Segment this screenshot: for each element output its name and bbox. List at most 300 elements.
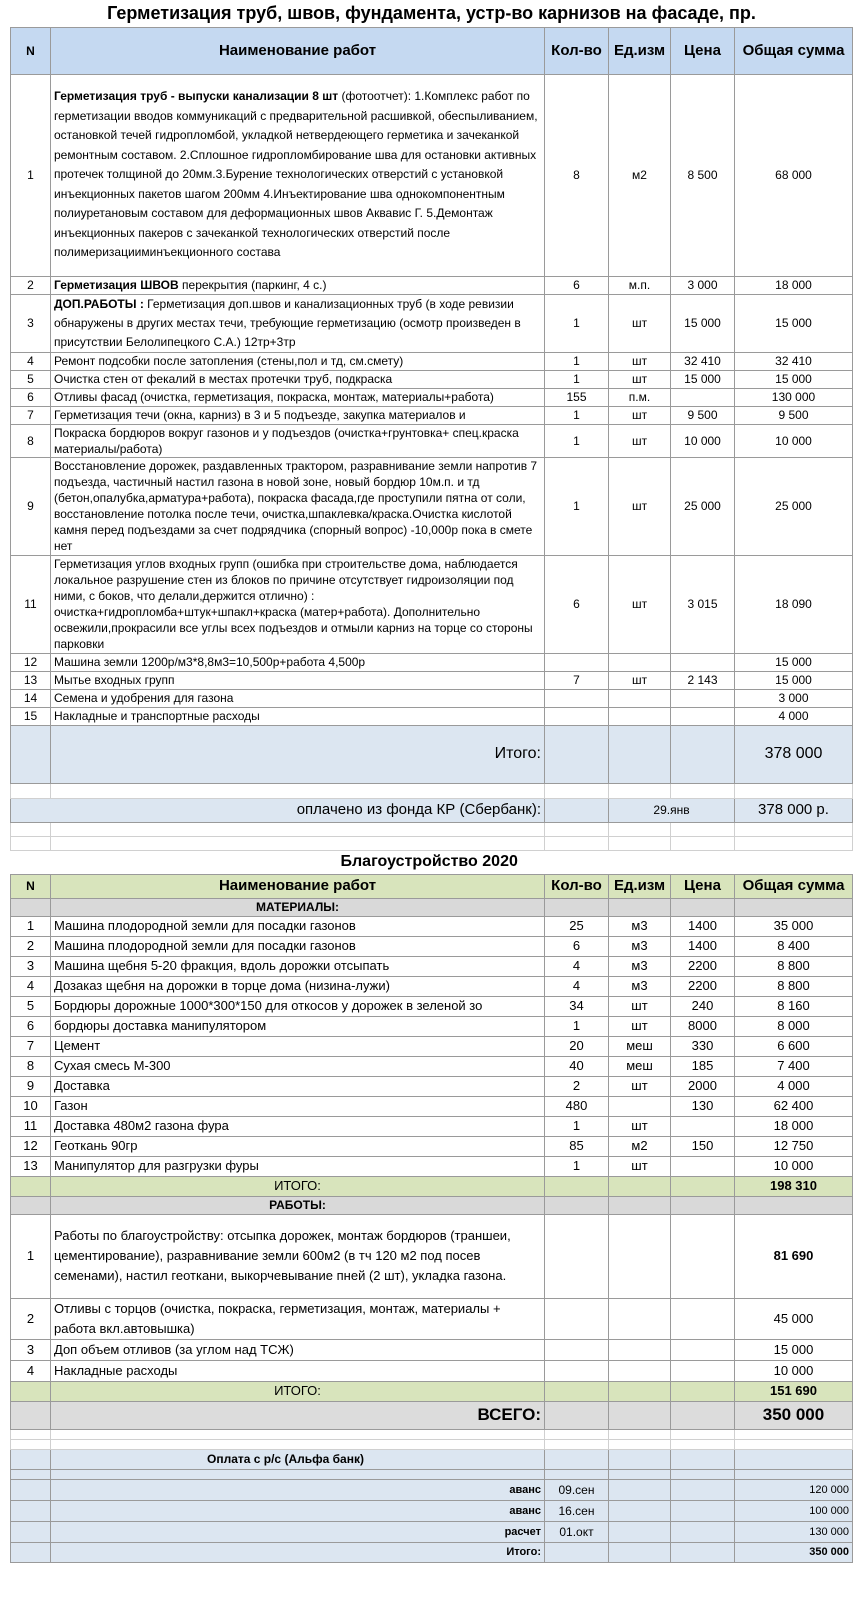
cell-unit: шт: [609, 406, 671, 424]
cell-n: 13: [11, 1156, 51, 1176]
empty-cell: [545, 783, 609, 798]
cell-total: 3 000: [735, 689, 853, 707]
section2-title: Благоустройство 2020: [340, 853, 518, 870]
header-unit: Ед.изм: [609, 874, 671, 898]
cell-total: 62 400: [735, 1096, 853, 1116]
cell-name: бордюры доставка манипулятором: [51, 1016, 545, 1036]
cell-price: 2000: [671, 1076, 735, 1096]
cell-price: [671, 725, 735, 783]
cell-price: 32 410: [671, 352, 735, 370]
cell-total: 10 000: [735, 424, 853, 457]
header-qty: Кол-во: [545, 27, 609, 74]
table-row: [11, 996, 853, 1016]
empty-cell: [609, 1196, 671, 1214]
empty-cell: [735, 1429, 853, 1439]
empty-cell: [545, 1449, 609, 1469]
empty-cell: [609, 1542, 671, 1562]
table-row: [11, 370, 853, 388]
cell-total: 15 000: [735, 1339, 853, 1360]
payments-total-row: [11, 1542, 853, 1562]
empty-cell: [735, 898, 853, 916]
cell-qty: 1: [545, 406, 609, 424]
empty-cell: [545, 1298, 609, 1339]
cell-qty: 1: [545, 424, 609, 457]
cell-qty: [545, 653, 609, 671]
table-row: [11, 689, 853, 707]
paid-date: 29.янв: [609, 798, 735, 822]
cell-price: [671, 689, 735, 707]
empty-cell: [671, 1298, 735, 1339]
cell-n: [11, 725, 51, 783]
header-total: Общая сумма: [735, 874, 853, 898]
cell-n: 1: [11, 1214, 51, 1298]
empty-cell: [671, 1429, 735, 1439]
payment-label: аванс: [51, 1479, 545, 1500]
cell-price: 150: [671, 1136, 735, 1156]
empty-cell: [11, 1439, 51, 1449]
cell-price: 3 015: [671, 555, 735, 653]
table-row: [11, 1214, 853, 1298]
empty-cell: [735, 1439, 853, 1449]
empty-cell: [609, 1214, 671, 1298]
empty-cell: [671, 1401, 735, 1429]
total-label: Итого:: [51, 725, 545, 783]
paid-value: 378 000 р.: [735, 798, 853, 822]
cell-price: 9 500: [671, 406, 735, 424]
table-row: [11, 936, 853, 956]
cell-name-text: Накладные и транспортные расходы: [54, 709, 260, 723]
payment-date: 16.сен: [545, 1500, 609, 1521]
cell-n: 5: [11, 996, 51, 1016]
empty-cell: [609, 1429, 671, 1439]
empty-cell: [545, 1429, 609, 1439]
section2-title-row: [11, 850, 853, 874]
cell-n: 10: [11, 1096, 51, 1116]
cell-name: Машина щебня 5-20 фракция, вдоль дорожки отсыпать: [51, 956, 545, 976]
cell-price: [671, 707, 735, 725]
table-row: [11, 916, 853, 936]
table-row: [11, 956, 853, 976]
cell-unit: м3: [609, 956, 671, 976]
cell-qty: 1: [545, 370, 609, 388]
cell-price: 1400: [671, 936, 735, 956]
empty-cell: [671, 1479, 735, 1500]
cell-price: 15 000: [671, 294, 735, 352]
cell-total: 15 000: [735, 671, 853, 689]
section1-title: Герметизация труб, швов, фундамента, устр-во карнизов на фасаде, пр.: [107, 3, 756, 24]
empty-cell: [545, 1214, 609, 1298]
cell-price: 10 000: [671, 424, 735, 457]
cell-unit: шт: [609, 1076, 671, 1096]
empty-cell: [545, 1176, 609, 1196]
sheet-table: [10, 0, 853, 1563]
materials-label: МАТЕРИАЛЫ:: [51, 898, 545, 916]
cell-n: 7: [11, 1036, 51, 1056]
empty-cell: [735, 822, 853, 836]
payment-date: 01.окт: [545, 1521, 609, 1542]
cell-price: [671, 1156, 735, 1176]
cell-name: Машина плодородной земли для посадки газонов: [51, 916, 545, 936]
materials-total-row: [11, 1176, 853, 1196]
cell-unit: [609, 1096, 671, 1116]
empty-cell: [545, 1439, 609, 1449]
table-row: [11, 1036, 853, 1056]
empty-cell: [609, 783, 671, 798]
works-total-label: ИТОГО:: [51, 1381, 545, 1401]
spacer-row: [11, 1469, 853, 1479]
cell-name: Геоткань 90гр: [51, 1136, 545, 1156]
empty-cell: [609, 1339, 671, 1360]
header-qty: Кол-во: [545, 874, 609, 898]
cell-n: 2: [11, 1298, 51, 1339]
table-row: [11, 1298, 853, 1339]
cell-unit: [609, 653, 671, 671]
empty-cell: [545, 898, 609, 916]
cell-total: 4 000: [735, 1076, 853, 1096]
cell-name: [51, 555, 545, 653]
cell-name-text: Машина земли 1200р/м3*8,8м3=10,500р+работа 4,500р: [54, 655, 366, 669]
cell-total: 8 160: [735, 996, 853, 1016]
empty-cell: [51, 822, 545, 836]
cell-unit: шт: [609, 457, 671, 555]
cell-total: 8 400: [735, 936, 853, 956]
cell-total: 81 690: [735, 1214, 853, 1298]
paid-row: [11, 798, 853, 822]
cell-name: Дозаказ щебня на дорожки в торце дома (низина-лужи): [51, 976, 545, 996]
cell-name: [51, 689, 545, 707]
cell-name-text: перекрытия (паркинг, 4 с.): [178, 278, 327, 292]
cell-qty: [545, 725, 609, 783]
cell-n: 15: [11, 707, 51, 725]
cell-n: 12: [11, 1136, 51, 1156]
cell-unit: [609, 725, 671, 783]
cell-price: 2200: [671, 956, 735, 976]
payment-row: [11, 1500, 853, 1521]
payment-value: 100 000: [735, 1500, 853, 1521]
cell-n: [11, 1500, 51, 1521]
cell-n: [11, 1196, 51, 1214]
header-n: N: [11, 27, 51, 74]
cell-name: Цемент: [51, 1036, 545, 1056]
cell-unit: шт: [609, 996, 671, 1016]
cell-n: [11, 1449, 51, 1469]
spacer-row: [11, 783, 853, 798]
table-row: [11, 424, 853, 457]
cell-unit: м3: [609, 916, 671, 936]
cell-qty: 6: [545, 555, 609, 653]
payments-total: 350 000: [735, 1542, 853, 1562]
cell-name-text: Герметизация течи (окна, карниз) в 3 и 5 подъезде, закупка материалов и: [54, 408, 466, 422]
cell-n: 13: [11, 671, 51, 689]
payment-row: [11, 1521, 853, 1542]
cell-unit: м3: [609, 936, 671, 956]
cell-n: 4: [11, 976, 51, 996]
cell-total: 18 000: [735, 276, 853, 294]
payment-value: 130 000: [735, 1521, 853, 1542]
cell-total: 8 800: [735, 976, 853, 996]
cell-unit: [609, 707, 671, 725]
table-row: [11, 276, 853, 294]
cell-total: 130 000: [735, 388, 853, 406]
cell-price: 8000: [671, 1016, 735, 1036]
cell-name: Манипулятор для разгрузки фуры: [51, 1156, 545, 1176]
total-value: 378 000: [735, 725, 853, 783]
payment-value: 120 000: [735, 1479, 853, 1500]
empty-cell: [671, 1439, 735, 1449]
paid-label: оплачено из фонда КР (Сбербанк):: [11, 798, 545, 822]
cell-total: 68 000: [735, 74, 853, 276]
empty-cell: [735, 1469, 853, 1479]
header-price: Цена: [671, 27, 735, 74]
cell-n: [11, 1381, 51, 1401]
cell-unit: шт: [609, 370, 671, 388]
empty-cell: [545, 822, 609, 836]
empty-cell: [671, 836, 735, 850]
empty-cell: [671, 1176, 735, 1196]
cell-n: 7: [11, 406, 51, 424]
cell-unit: п.м.: [609, 388, 671, 406]
cell-qty: 20: [545, 1036, 609, 1056]
table-row: [11, 294, 853, 352]
header-unit: Ед.изм: [609, 27, 671, 74]
empty-cell: [671, 1500, 735, 1521]
cell-qty: 2: [545, 1076, 609, 1096]
empty-cell: [671, 1214, 735, 1298]
cell-n: [11, 1542, 51, 1562]
cell-total: 15 000: [735, 370, 853, 388]
cell-total: 18 090: [735, 555, 853, 653]
cell-unit: шт: [609, 555, 671, 653]
table-row: [11, 976, 853, 996]
cell-price: 15 000: [671, 370, 735, 388]
header-name: Наименование работ: [51, 27, 545, 74]
cell-qty: 1: [545, 1156, 609, 1176]
header-name: Наименование работ: [51, 874, 545, 898]
cell-unit: м2: [609, 74, 671, 276]
empty-cell: [671, 898, 735, 916]
payment-label: расчет: [51, 1521, 545, 1542]
materials-total: 198 310: [735, 1176, 853, 1196]
cell-n: 5: [11, 370, 51, 388]
cell-total: 25 000: [735, 457, 853, 555]
empty-cell: [545, 798, 609, 822]
cell-qty: 4: [545, 976, 609, 996]
cell-n: 3: [11, 1339, 51, 1360]
empty-cell: [609, 1401, 671, 1429]
cell-name-bold: Герметизация труб - выпуски канализации 8 шт: [54, 89, 339, 104]
cell-total: 15 000: [735, 653, 853, 671]
empty-cell: [545, 1360, 609, 1381]
cell-n: 12: [11, 653, 51, 671]
empty-cell: [609, 1479, 671, 1500]
cell-name-text: Восстановление дорожек, раздавленных трактором, разравнивание земли напротив 7 подъезда, частичный настил газона в новой зоне, новый бордюр 10м.п. и тд (бетон,опалубка,арматура+работа), покраска фасада,где проступили пятна от соли, восстановление потолка после течи, очистка,шпаклевка/краска.Очистка кислотой камня перед подъездами за счет подрядчика (спорный вопрос) -10,000р пока в смете нет: [54, 459, 538, 553]
cell-price: 8 500: [671, 74, 735, 276]
payment-row: [11, 1479, 853, 1500]
works-total-row: [11, 1381, 853, 1401]
cell-n: 4: [11, 352, 51, 370]
table-row: [11, 1116, 853, 1136]
materials-total-label: ИТОГО:: [51, 1176, 545, 1196]
cell-price: [671, 1116, 735, 1136]
cell-n: [11, 850, 51, 874]
cell-total: 4 000: [735, 707, 853, 725]
cell-qty: [545, 689, 609, 707]
cell-name: [51, 352, 545, 370]
empty-cell: [609, 1298, 671, 1339]
cell-n: 9: [11, 1076, 51, 1096]
payment-label: аванс: [51, 1500, 545, 1521]
cell-total: 10 000: [735, 1156, 853, 1176]
cell-name: [51, 294, 545, 352]
materials-label-row: [11, 898, 853, 916]
empty-cell: [609, 1176, 671, 1196]
cell-price: 240: [671, 996, 735, 1016]
empty-cell: [735, 1196, 853, 1214]
cell-qty: 40: [545, 1056, 609, 1076]
cell-qty: 1: [545, 1016, 609, 1036]
empty-cell: [609, 898, 671, 916]
header-price: Цена: [671, 874, 735, 898]
cell-qty: 6: [545, 276, 609, 294]
cell-price: 2 143: [671, 671, 735, 689]
empty-cell: [609, 836, 671, 850]
payment-date: 09.сен: [545, 1479, 609, 1500]
empty-cell: [671, 1521, 735, 1542]
cell-unit: меш: [609, 1036, 671, 1056]
empty-cell: [11, 783, 51, 798]
section1-title-row: [11, 0, 853, 27]
cell-name: [51, 74, 545, 276]
empty-cell: [51, 836, 545, 850]
cell-price: [671, 388, 735, 406]
cell-unit: шт: [609, 1016, 671, 1036]
cell-n: 2: [11, 276, 51, 294]
header-n: N: [11, 874, 51, 898]
grand-label: ВСЕГО:: [51, 1401, 545, 1429]
cell-unit: м2: [609, 1136, 671, 1156]
spacer-row: [11, 836, 853, 850]
cell-qty: 1: [545, 352, 609, 370]
cell-name: Газон: [51, 1096, 545, 1116]
cell-name-text: Покраска бордюров вокруг газонов и у подъездов (очистка+грунтовка+ спец.краска материалы/работа): [54, 425, 519, 456]
spacer-row: [11, 1439, 853, 1449]
cell-n: 1: [11, 916, 51, 936]
cell-qty: 1: [545, 457, 609, 555]
cell-n: [11, 898, 51, 916]
empty-cell: [609, 1469, 671, 1479]
cell-qty: 34: [545, 996, 609, 1016]
cell-total: 10 000: [735, 1360, 853, 1381]
cell-qty: 480: [545, 1096, 609, 1116]
empty-cell: [735, 1449, 853, 1469]
cell-total: 35 000: [735, 916, 853, 936]
cell-n: [11, 1479, 51, 1500]
empty-cell: [609, 1449, 671, 1469]
payments-total-label: Итого:: [51, 1542, 545, 1562]
table-row: [11, 352, 853, 370]
cell-total: 18 000: [735, 1116, 853, 1136]
cell-name: Работы по благоустройству: отсыпка дорожек, монтаж бордюров (траншеи, цементирование), разравнивание земли 600м2 (в тч 120 м2 под посев семенами), настил геоткани, выкорчевывание пней (2 шт), укладка газона.: [51, 1214, 545, 1298]
cell-unit: шт: [609, 352, 671, 370]
cell-price: 1400: [671, 916, 735, 936]
empty-cell: [609, 1439, 671, 1449]
works-label-row: [11, 1196, 853, 1214]
empty-cell: [671, 783, 735, 798]
table-row: [11, 1156, 853, 1176]
cell-total: 9 500: [735, 406, 853, 424]
works-label: РАБОТЫ:: [51, 1196, 545, 1214]
cell-name: [51, 424, 545, 457]
spacer-row: [11, 1429, 853, 1439]
cell-n: 4: [11, 1360, 51, 1381]
cell-total: 8 000: [735, 1016, 853, 1036]
cell-unit: шт: [609, 294, 671, 352]
table-row: [11, 555, 853, 653]
cell-name: Доставка 480м2 газона фура: [51, 1116, 545, 1136]
section1-total-row: [11, 725, 853, 783]
cell-qty: 155: [545, 388, 609, 406]
cell-name-text: Мытье входных групп: [54, 673, 175, 687]
cell-qty: [545, 707, 609, 725]
cell-unit: шт: [609, 1156, 671, 1176]
section1-header-row: [11, 27, 853, 74]
empty-cell: [609, 1521, 671, 1542]
cell-name: Машина плодородной земли для посадки газонов: [51, 936, 545, 956]
empty-cell: [671, 1469, 735, 1479]
header-total: Общая сумма: [735, 27, 853, 74]
spreadsheet: [10, 0, 852, 1563]
spacer-row: [11, 822, 853, 836]
empty-cell: [735, 836, 853, 850]
cell-n: 6: [11, 388, 51, 406]
empty-cell: [545, 1381, 609, 1401]
cell-total: 12 750: [735, 1136, 853, 1156]
table-row: [11, 1339, 853, 1360]
cell-n: 2: [11, 936, 51, 956]
cell-unit: шт: [609, 424, 671, 457]
cell-qty: 1: [545, 294, 609, 352]
cell-total: 32 410: [735, 352, 853, 370]
empty-cell: [735, 783, 853, 798]
empty-cell: [545, 1401, 609, 1429]
payment-title: Оплата с р/с (Альфа банк): [51, 1449, 545, 1469]
cell-total: 6 600: [735, 1036, 853, 1056]
empty-cell: [671, 822, 735, 836]
empty-cell: [671, 1339, 735, 1360]
table-row: [11, 406, 853, 424]
table-row: [11, 707, 853, 725]
table-row: [11, 388, 853, 406]
cell-name-text: Герметизация доп.швов и канализационных труб (в ходе ревизии обнаружены в других местах течи, требующие герметизацию (осмотр произведен в присутствии Белолипецкого С.А.) 12тр+3тр: [54, 296, 521, 349]
cell-n: 11: [11, 1116, 51, 1136]
empty-cell: [545, 1196, 609, 1214]
empty-cell: [51, 783, 545, 798]
empty-cell: [609, 822, 671, 836]
cell-name-text: Ремонт подсобки после затопления (стены,пол и тд, см.смету): [54, 354, 404, 368]
cell-name: Накладные расходы: [51, 1360, 545, 1381]
cell-unit: [609, 689, 671, 707]
table-row: [11, 457, 853, 555]
cell-name-text: Герметизация углов входных групп (ошибка при строительстве дома, наблюдается локальное разрушение стен из блоков по причине отсутствует гидроизоляции под ними, с боков, что делали,держится отлично) : очистка+гидропломба+штук+шпакл+краска (матер+работа). Дополнительно освежили,прокрасили все углы всех подъездов и отмыли карниз на торце со стороны парковки: [54, 557, 533, 651]
cell-name: Сухая смесь М-300: [51, 1056, 545, 1076]
empty-cell: [51, 1439, 545, 1449]
cell-price: 330: [671, 1036, 735, 1056]
cell-n: 8: [11, 424, 51, 457]
cell-name: [51, 276, 545, 294]
table-row: [11, 1016, 853, 1036]
cell-n: 9: [11, 457, 51, 555]
cell-name: Доставка: [51, 1076, 545, 1096]
